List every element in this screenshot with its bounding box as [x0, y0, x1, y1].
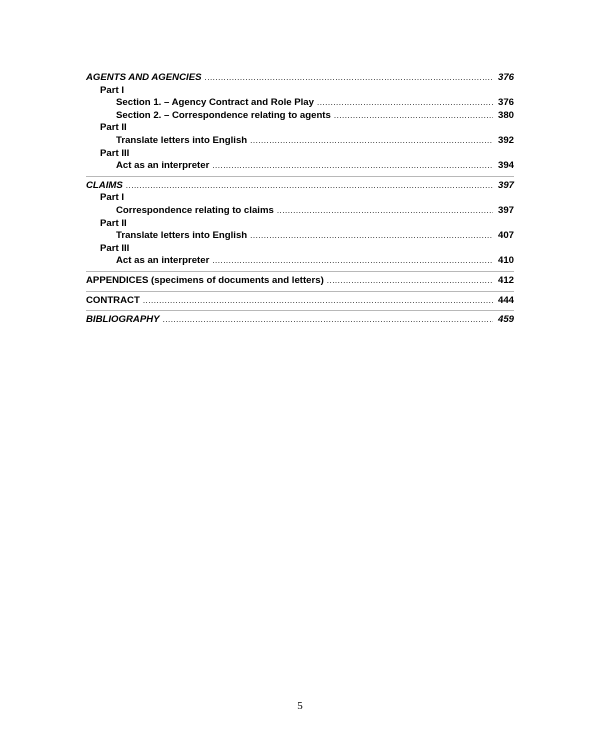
toc-entry-section-1 [86, 97, 514, 110]
toc-entry-translate [86, 135, 514, 148]
dot-leader [334, 110, 493, 123]
dot-leader [250, 135, 493, 148]
toc-entry-title: Section 1. – Agency Contract and Role Play [116, 97, 314, 109]
dot-leader [317, 97, 493, 110]
dot-leader [163, 314, 493, 327]
toc-entry-interpreter [86, 160, 514, 173]
toc-part-heading [86, 192, 514, 205]
toc-entry-title: Translate letters into English [116, 230, 248, 242]
toc-entry-title: Translate letters into English [116, 134, 248, 146]
toc-page-number: 376 [497, 72, 514, 83]
toc-page-number: 397 [497, 179, 514, 191]
page-number: 5 [297, 700, 303, 712]
toc-entry-title: Correspondence relating to claims [116, 204, 274, 216]
toc-entry-title: BIBLIOGRAPHY [86, 314, 160, 326]
part-label: Part I [100, 192, 124, 204]
toc-part-heading [86, 122, 514, 135]
divider [86, 176, 514, 177]
table-of-contents [86, 72, 514, 327]
dot-leader [250, 230, 493, 243]
toc-page-number: 397 [497, 204, 514, 216]
divider [86, 291, 514, 292]
dot-leader [126, 180, 493, 193]
divider [86, 271, 514, 272]
toc-entry-title: Act as an interpreter [116, 255, 210, 267]
toc-entry-title: CONTRACT [86, 294, 140, 306]
toc-page-number: 380 [497, 109, 514, 121]
toc-page-number: 394 [497, 160, 514, 172]
toc-entry-claims-correspondence [86, 205, 514, 218]
toc-page-number: 376 [497, 97, 514, 109]
toc-part-heading [86, 218, 514, 231]
toc-entry-appendices [86, 275, 514, 288]
toc-entry-title: APPENDICES (specimens of documents and letters) [86, 274, 324, 286]
toc-entry-claims-translate [86, 230, 514, 243]
part-label: Part I [100, 84, 124, 96]
toc-page-number: 410 [497, 255, 514, 267]
part-label: Part II [100, 217, 127, 229]
divider [86, 310, 514, 311]
toc-entry-title: Section 2. – Correspondence relating to agents [116, 109, 331, 121]
toc-entry-contract [86, 295, 514, 308]
toc-entry-section-2 [86, 110, 514, 123]
toc-part-heading [86, 85, 514, 98]
dot-leader [205, 72, 494, 85]
toc-page-number: 459 [497, 314, 514, 326]
dot-leader [327, 275, 493, 288]
dot-leader [277, 205, 493, 218]
toc-entry-claims-interpreter [86, 255, 514, 268]
toc-page-number: 407 [497, 230, 514, 242]
part-label: Part II [100, 122, 127, 134]
toc-part-heading [86, 243, 514, 256]
part-label: Part III [100, 147, 130, 159]
toc-entry-claims [86, 180, 514, 193]
part-label: Part III [100, 242, 130, 254]
toc-page-number: 444 [497, 294, 514, 306]
toc-part-heading [86, 148, 514, 161]
toc-entry-agents [86, 72, 514, 85]
toc-page-number: 392 [497, 134, 514, 146]
toc-page-number: 412 [497, 274, 514, 286]
toc-entry-title: CLAIMS [86, 179, 123, 191]
toc-entry-title: AGENTS AND AGENCIES [86, 72, 202, 83]
dot-leader [212, 255, 493, 268]
dot-leader [212, 160, 493, 173]
toc-entry-bibliography [86, 314, 514, 327]
dot-leader [143, 295, 493, 308]
toc-entry-title: Act as an interpreter [116, 160, 210, 172]
